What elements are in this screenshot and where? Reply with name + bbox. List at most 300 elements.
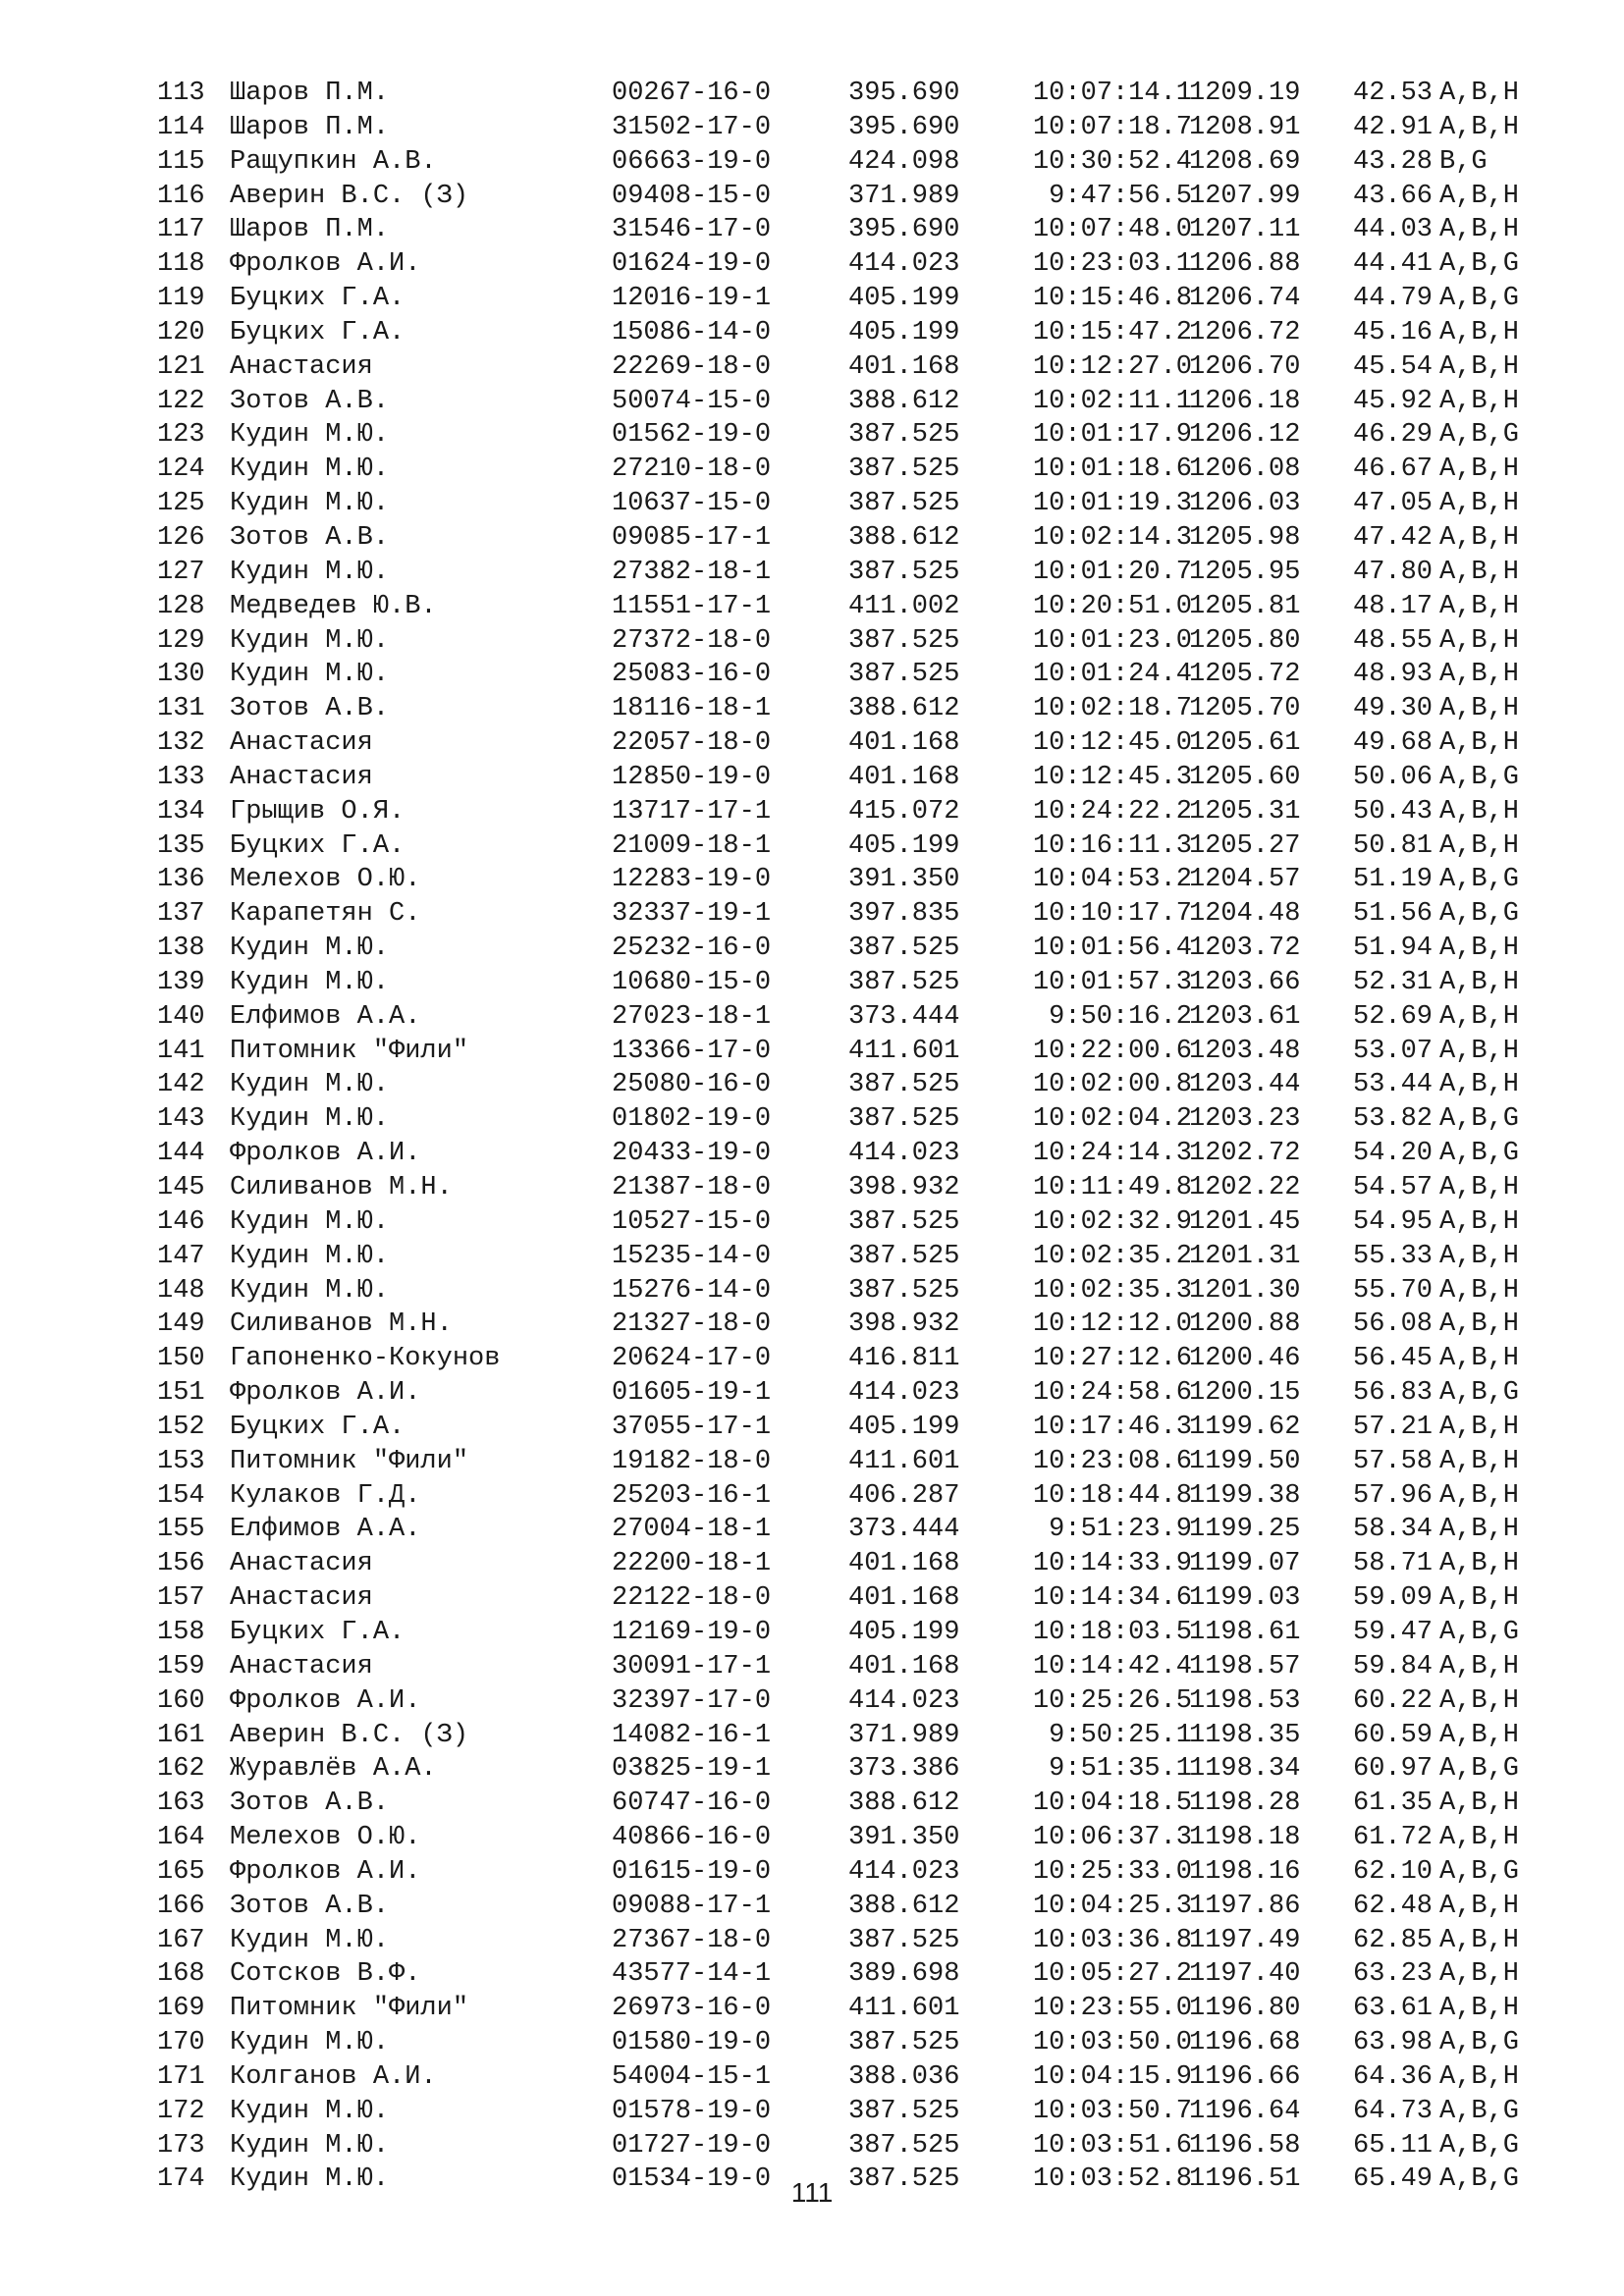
- arrival-time: 10:04:25.3: [1032, 1891, 1192, 1921]
- owner-name: Питомник "Фили": [230, 1446, 469, 1476]
- arrival-time: 10:03:52.8: [1032, 2164, 1192, 2195]
- table-row: [157, 1308, 1571, 1342]
- distance: 387.525: [848, 2028, 960, 2058]
- points: 60.59: [1353, 1720, 1434, 1750]
- arrival-time: 10:12:45.3: [1032, 762, 1192, 792]
- points: 57.21: [1353, 1412, 1434, 1442]
- speed: 1199.38: [1189, 1480, 1301, 1511]
- points: 44.41: [1353, 249, 1434, 280]
- points: 63.98: [1353, 2028, 1434, 2058]
- points: 57.58: [1353, 1446, 1434, 1476]
- owner-name: Кудин М.Ю.: [230, 1275, 390, 1306]
- arrival-time: 10:14:33.9: [1032, 1549, 1192, 1579]
- ring-number: 27004-18-1: [612, 1515, 772, 1545]
- arrival-time: 10:11:49.8: [1032, 1173, 1192, 1202]
- points: 48.17: [1353, 591, 1434, 621]
- row-number: 145: [157, 1173, 205, 1202]
- speed: 1196.68: [1189, 2028, 1301, 2058]
- speed: 1204.48: [1189, 899, 1301, 930]
- speed: 1197.86: [1189, 1891, 1301, 1921]
- table-row: [157, 1924, 1571, 1958]
- distance: 387.525: [848, 660, 960, 690]
- ring-number: 01578-19-0: [612, 2096, 772, 2126]
- row-number: 138: [157, 934, 205, 964]
- arrival-time: 10:12:12.0: [1032, 1309, 1192, 1340]
- owner-name: Буцких Г.А.: [230, 284, 406, 314]
- owner-name: Зотов А.В.: [230, 1891, 390, 1921]
- ring-number: 27023-18-1: [612, 1001, 772, 1032]
- ring-number: 10680-15-0: [612, 967, 772, 997]
- owner-name: Кудин М.Ю.: [230, 2164, 390, 2195]
- ring-number: 37055-17-1: [612, 1412, 772, 1442]
- points: 47.42: [1353, 522, 1434, 553]
- table-row: [157, 1205, 1571, 1240]
- owner-name: Кудин М.Ю.: [230, 1925, 390, 1955]
- categories: A,B,H: [1439, 796, 1520, 827]
- owner-name: Аверин В.С. (З): [230, 1720, 469, 1750]
- ring-number: 13717-17-1: [612, 796, 772, 827]
- points: 48.93: [1353, 660, 1434, 690]
- categories: A,B,H: [1439, 1480, 1520, 1511]
- table-row: [157, 1513, 1571, 1547]
- arrival-time: 10:02:35.3: [1032, 1275, 1192, 1306]
- arrival-time: 10:02:32.9: [1032, 1206, 1192, 1237]
- arrival-time: 10:05:27.2: [1032, 1959, 1192, 1990]
- table-row: [157, 863, 1571, 897]
- row-number: 154: [157, 1480, 205, 1511]
- categories: A,B,H: [1439, 1685, 1520, 1716]
- categories: A,B,G: [1439, 2096, 1520, 2126]
- categories: A,B,H: [1439, 1206, 1520, 1237]
- speed: 1206.72: [1189, 317, 1301, 347]
- table-row: [157, 1890, 1571, 1924]
- points: 53.82: [1353, 1104, 1434, 1135]
- points: 62.10: [1353, 1856, 1434, 1887]
- row-number: 171: [157, 2061, 205, 2092]
- speed: 1206.03: [1189, 489, 1301, 519]
- table-row: [157, 1650, 1571, 1684]
- speed: 1198.28: [1189, 1789, 1301, 1819]
- categories: A,B,G: [1439, 865, 1520, 895]
- points: 43.66: [1353, 181, 1434, 211]
- speed: 1203.44: [1189, 1070, 1301, 1100]
- distance: 388.612: [848, 1789, 960, 1819]
- owner-name: Силиванов М.Н.: [230, 1173, 453, 1202]
- table-row: [157, 1171, 1571, 1205]
- categories: A,B,G: [1439, 1104, 1520, 1135]
- arrival-time: 10:01:23.0: [1032, 625, 1192, 656]
- row-number: 146: [157, 1206, 205, 1237]
- points: 53.07: [1353, 1036, 1434, 1066]
- distance: 387.525: [848, 934, 960, 964]
- categories: A,B,H: [1439, 660, 1520, 690]
- owner-name: Анастасия: [230, 351, 373, 382]
- points: 50.81: [1353, 830, 1434, 861]
- distance: 395.690: [848, 79, 960, 108]
- row-number: 122: [157, 386, 205, 416]
- owner-name: Шаров П.М.: [230, 215, 390, 245]
- table-row: [157, 658, 1571, 692]
- table-row: [157, 487, 1571, 521]
- speed: 1204.57: [1189, 865, 1301, 895]
- arrival-time: 10:20:51.0: [1032, 591, 1192, 621]
- table-row: [157, 932, 1571, 966]
- distance: 371.989: [848, 181, 960, 211]
- speed: 1200.46: [1189, 1344, 1301, 1374]
- owner-name: Сотсков В.Ф.: [230, 1959, 421, 1990]
- owner-name: Колганов А.И.: [230, 2061, 437, 2092]
- row-number: 120: [157, 317, 205, 347]
- arrival-time: 10:01:57.3: [1032, 967, 1192, 997]
- points: 54.95: [1353, 1206, 1434, 1237]
- owner-name: Анастасия: [230, 728, 373, 759]
- distance: 411.601: [848, 1036, 960, 1066]
- row-number: 114: [157, 112, 205, 142]
- row-number: 123: [157, 420, 205, 451]
- table-row: [157, 1616, 1571, 1650]
- arrival-time: 10:24:14.3: [1032, 1139, 1192, 1169]
- row-number: 162: [157, 1754, 205, 1785]
- owner-name: Фролков А.И.: [230, 1139, 421, 1169]
- speed: 1203.23: [1189, 1104, 1301, 1135]
- categories: A,B,G: [1439, 1378, 1520, 1409]
- points: 45.16: [1353, 317, 1434, 347]
- arrival-time: 10:01:20.7: [1032, 557, 1192, 587]
- categories: A,B,H: [1439, 1549, 1520, 1579]
- results-table: [157, 77, 1571, 2197]
- owner-name: Мелехов О.Ю.: [230, 865, 421, 895]
- row-number: 113: [157, 79, 205, 108]
- table-row: [157, 1787, 1571, 1821]
- row-number: 161: [157, 1720, 205, 1750]
- ring-number: 06663-19-0: [612, 146, 772, 177]
- speed: 1196.58: [1189, 2130, 1301, 2161]
- distance: 405.199: [848, 1412, 960, 1442]
- categories: A,B,G: [1439, 2028, 1520, 2058]
- ring-number: 22269-18-0: [612, 351, 772, 382]
- ring-number: 01615-19-0: [612, 1856, 772, 1887]
- ring-number: 30091-17-1: [612, 1651, 772, 1682]
- arrival-time: 10:15:46.8: [1032, 284, 1192, 314]
- distance: 387.525: [848, 625, 960, 656]
- points: 64.36: [1353, 2061, 1434, 2092]
- arrival-time: 9:51:35.1: [1049, 1754, 1192, 1785]
- points: 56.83: [1353, 1378, 1434, 1409]
- distance: 387.525: [848, 2164, 960, 2195]
- categories: A,B,H: [1439, 112, 1520, 142]
- distance: 391.350: [848, 1823, 960, 1853]
- row-number: 129: [157, 625, 205, 656]
- distance: 387.525: [848, 557, 960, 587]
- categories: A,B,H: [1439, 215, 1520, 245]
- table-row: [157, 1274, 1571, 1308]
- speed: 1201.30: [1189, 1275, 1301, 1306]
- distance: 401.168: [848, 1549, 960, 1579]
- row-number: 147: [157, 1241, 205, 1271]
- ring-number: 31502-17-0: [612, 112, 772, 142]
- row-number: 127: [157, 557, 205, 587]
- distance: 398.932: [848, 1173, 960, 1202]
- distance: 387.525: [848, 2096, 960, 2126]
- arrival-time: 10:18:03.5: [1032, 1617, 1192, 1647]
- points: 49.68: [1353, 728, 1434, 759]
- table-row: [157, 282, 1571, 316]
- row-number: 151: [157, 1378, 205, 1409]
- points: 45.54: [1353, 351, 1434, 382]
- arrival-time: 10:01:24.4: [1032, 660, 1192, 690]
- row-number: 169: [157, 1994, 205, 2024]
- speed: 1209.19: [1189, 79, 1301, 108]
- ring-number: 10527-15-0: [612, 1206, 772, 1237]
- categories: A,B,H: [1439, 1036, 1520, 1066]
- ring-number: 22200-18-1: [612, 1549, 772, 1579]
- ring-number: 54004-15-1: [612, 2061, 772, 2092]
- speed: 1206.74: [1189, 284, 1301, 314]
- distance: 414.023: [848, 1378, 960, 1409]
- speed: 1208.69: [1189, 146, 1301, 177]
- arrival-time: 10:14:42.4: [1032, 1651, 1192, 1682]
- distance: 387.525: [848, 420, 960, 451]
- owner-name: Буцких Г.А.: [230, 1412, 406, 1442]
- distance: 387.525: [848, 489, 960, 519]
- speed: 1206.88: [1189, 249, 1301, 280]
- distance: 388.036: [848, 2061, 960, 2092]
- speed: 1196.51: [1189, 2164, 1301, 2195]
- arrival-time: 10:24:22.2: [1032, 796, 1192, 827]
- points: 54.57: [1353, 1173, 1434, 1202]
- table-row: [157, 2129, 1571, 2163]
- row-number: 153: [157, 1446, 205, 1476]
- table-row: [157, 350, 1571, 385]
- points: 43.28: [1353, 146, 1434, 177]
- points: 63.61: [1353, 1994, 1434, 2024]
- row-number: 148: [157, 1275, 205, 1306]
- owner-name: Зотов А.В.: [230, 694, 390, 724]
- ring-number: 40866-16-0: [612, 1823, 772, 1853]
- points: 51.56: [1353, 899, 1434, 930]
- row-number: 158: [157, 1617, 205, 1647]
- arrival-time: 10:18:44.8: [1032, 1480, 1192, 1511]
- arrival-time: 10:01:19.3: [1032, 489, 1192, 519]
- categories: A,B,H: [1439, 489, 1520, 519]
- distance: 373.386: [848, 1754, 960, 1785]
- owner-name: Фролков А.И.: [230, 1378, 421, 1409]
- distance: 401.168: [848, 762, 960, 792]
- points: 52.69: [1353, 1001, 1434, 1032]
- speed: 1205.98: [1189, 522, 1301, 553]
- speed: 1205.31: [1189, 796, 1301, 827]
- ring-number: 22122-18-0: [612, 1583, 772, 1614]
- row-number: 118: [157, 249, 205, 280]
- arrival-time: 10:23:08.6: [1032, 1446, 1192, 1476]
- arrival-time: 9:50:16.2: [1049, 1001, 1192, 1032]
- owner-name: Журавлёв А.А.: [230, 1754, 437, 1785]
- categories: A,B,G: [1439, 2130, 1520, 2161]
- owner-name: Буцких Г.А.: [230, 830, 406, 861]
- ring-number: 27382-18-1: [612, 557, 772, 587]
- points: 50.06: [1353, 762, 1434, 792]
- points: 47.80: [1353, 557, 1434, 587]
- speed: 1205.80: [1189, 625, 1301, 656]
- speed: 1199.25: [1189, 1515, 1301, 1545]
- categories: A,B,H: [1439, 557, 1520, 587]
- speed: 1198.57: [1189, 1651, 1301, 1682]
- arrival-time: 9:50:25.1: [1049, 1720, 1192, 1750]
- row-number: 132: [157, 728, 205, 759]
- row-number: 133: [157, 762, 205, 792]
- categories: A,B,H: [1439, 1275, 1520, 1306]
- points: 42.91: [1353, 112, 1434, 142]
- row-number: 166: [157, 1891, 205, 1921]
- owner-name: Кудин М.Ю.: [230, 2096, 390, 2126]
- table-row: [157, 2060, 1571, 2095]
- categories: A,B,G: [1439, 1754, 1520, 1785]
- owner-name: Кудин М.Ю.: [230, 967, 390, 997]
- table-row: [157, 1445, 1571, 1479]
- row-number: 125: [157, 489, 205, 519]
- table-row: [157, 1547, 1571, 1581]
- arrival-time: 10:04:18.5: [1032, 1789, 1192, 1819]
- ring-number: 09088-17-1: [612, 1891, 772, 1921]
- points: 61.35: [1353, 1789, 1434, 1819]
- arrival-time: 10:03:51.6: [1032, 2130, 1192, 2161]
- arrival-time: 10:17:46.3: [1032, 1412, 1192, 1442]
- ring-number: 01534-19-0: [612, 2164, 772, 2195]
- owner-name: Кулаков Г.Д.: [230, 1480, 421, 1511]
- arrival-time: 10:06:37.3: [1032, 1823, 1192, 1853]
- points: 61.72: [1353, 1823, 1434, 1853]
- table-row: [157, 692, 1571, 726]
- categories: A,B,H: [1439, 1173, 1520, 1202]
- owner-name: Буцких Г.А.: [230, 317, 406, 347]
- categories: A,B,H: [1439, 1583, 1520, 1614]
- points: 53.44: [1353, 1070, 1434, 1100]
- ring-number: 60747-16-0: [612, 1789, 772, 1819]
- row-number: 155: [157, 1515, 205, 1545]
- distance: 387.525: [848, 1070, 960, 1100]
- row-number: 172: [157, 2096, 205, 2126]
- row-number: 137: [157, 899, 205, 930]
- categories: A,B,H: [1439, 967, 1520, 997]
- arrival-time: 9:51:23.9: [1049, 1515, 1192, 1545]
- row-number: 164: [157, 1823, 205, 1853]
- speed: 1205.70: [1189, 694, 1301, 724]
- table-row: [157, 180, 1571, 214]
- distance: 405.199: [848, 830, 960, 861]
- arrival-time: 10:15:47.2: [1032, 317, 1192, 347]
- points: 58.34: [1353, 1515, 1434, 1545]
- arrival-time: 10:12:45.0: [1032, 728, 1192, 759]
- distance: 414.023: [848, 1685, 960, 1716]
- table-row: [157, 590, 1571, 624]
- speed: 1205.95: [1189, 557, 1301, 587]
- distance: 424.098: [848, 146, 960, 177]
- speed: 1198.53: [1189, 1685, 1301, 1716]
- row-number: 160: [157, 1685, 205, 1716]
- points: 55.33: [1353, 1241, 1434, 1271]
- table-row: [157, 1342, 1571, 1376]
- points: 59.84: [1353, 1651, 1434, 1682]
- categories: A,B,H: [1439, 317, 1520, 347]
- speed: 1201.31: [1189, 1241, 1301, 1271]
- owner-name: Кудин М.Ю.: [230, 454, 390, 485]
- ring-number: 12283-19-0: [612, 865, 772, 895]
- points: 57.96: [1353, 1480, 1434, 1511]
- ring-number: 01605-19-1: [612, 1378, 772, 1409]
- arrival-time: 9:47:56.5: [1049, 181, 1192, 211]
- owner-name: Кудин М.Ю.: [230, 1104, 390, 1135]
- owner-name: Буцких Г.А.: [230, 1617, 406, 1647]
- arrival-time: 10:25:26.5: [1032, 1685, 1192, 1716]
- ring-number: 10637-15-0: [612, 489, 772, 519]
- categories: A,B,H: [1439, 1309, 1520, 1340]
- row-number: 141: [157, 1036, 205, 1066]
- row-number: 150: [157, 1344, 205, 1374]
- table-row: [157, 1240, 1571, 1274]
- owner-name: Кудин М.Ю.: [230, 420, 390, 451]
- arrival-time: 10:07:48.0: [1032, 215, 1192, 245]
- owner-name: Фролков А.И.: [230, 249, 421, 280]
- table-row: [157, 111, 1571, 145]
- table-row: [157, 795, 1571, 829]
- categories: A,B,H: [1439, 386, 1520, 416]
- table-row: [157, 761, 1571, 795]
- distance: 406.287: [848, 1480, 960, 1511]
- row-number: 121: [157, 351, 205, 382]
- row-number: 165: [157, 1856, 205, 1887]
- arrival-time: 10:02:04.2: [1032, 1104, 1192, 1135]
- table-row: [157, 385, 1571, 419]
- row-number: 173: [157, 2130, 205, 2161]
- distance: 387.525: [848, 1275, 960, 1306]
- points: 56.08: [1353, 1309, 1434, 1340]
- page-number: 111: [790, 2177, 834, 2208]
- row-number: 139: [157, 967, 205, 997]
- table-row: [157, 2095, 1571, 2129]
- points: 63.23: [1353, 1959, 1434, 1990]
- points: 65.49: [1353, 2164, 1434, 2195]
- speed: 1206.18: [1189, 386, 1301, 416]
- speed: 1205.27: [1189, 830, 1301, 861]
- ring-number: 21009-18-1: [612, 830, 772, 861]
- ring-number: 26973-16-0: [612, 1994, 772, 2024]
- distance: 401.168: [848, 728, 960, 759]
- speed: 1201.45: [1189, 1206, 1301, 1237]
- points: 51.19: [1353, 865, 1434, 895]
- row-number: 135: [157, 830, 205, 861]
- categories: A,B,H: [1439, 1925, 1520, 1955]
- table-row: [157, 521, 1571, 556]
- table-row: [157, 1376, 1571, 1411]
- points: 52.31: [1353, 967, 1434, 997]
- table-row: [157, 624, 1571, 659]
- distance: 373.444: [848, 1515, 960, 1545]
- points: 48.55: [1353, 625, 1434, 656]
- row-number: 143: [157, 1104, 205, 1135]
- row-number: 136: [157, 865, 205, 895]
- row-number: 128: [157, 591, 205, 621]
- ring-number: 20624-17-0: [612, 1344, 772, 1374]
- categories: A,B,H: [1439, 1344, 1520, 1374]
- ring-number: 31546-17-0: [612, 215, 772, 245]
- distance: 416.811: [848, 1344, 960, 1374]
- points: 58.71: [1353, 1549, 1434, 1579]
- categories: A,B,G: [1439, 1856, 1520, 1887]
- distance: 414.023: [848, 1139, 960, 1169]
- table-row: [157, 1411, 1571, 1445]
- ring-number: 25083-16-0: [612, 660, 772, 690]
- row-number: 142: [157, 1070, 205, 1100]
